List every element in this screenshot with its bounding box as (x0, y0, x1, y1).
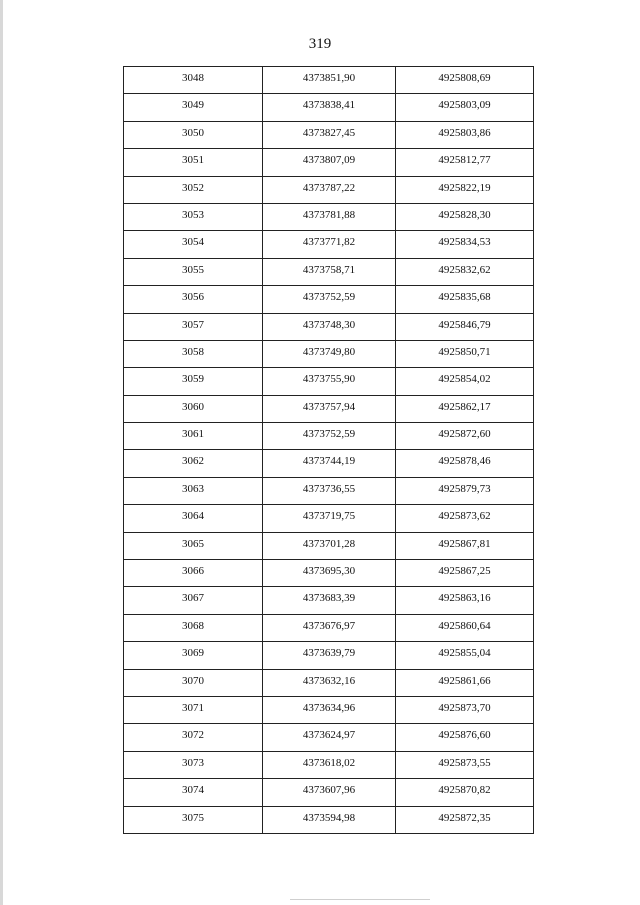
point-number-cell (124, 779, 263, 806)
cell-text: 3067 (182, 592, 204, 605)
x-coordinate-cell (263, 176, 396, 203)
cell-text: 3048 (182, 72, 204, 84)
table-row (124, 532, 534, 559)
cell-text: 4925860,64 (438, 619, 491, 632)
cell-text: 4373752,59 (302, 291, 356, 304)
cell-text: 4373639,79 (302, 647, 356, 660)
cell-text: 3065 (182, 537, 204, 550)
point-number-cell (124, 149, 263, 176)
cell-text: 4925835,68 (438, 291, 491, 304)
cell-text: 3055 (182, 263, 204, 276)
x-coordinate-cell (263, 642, 396, 669)
point-number-cell (124, 614, 263, 641)
y-coordinate-cell (396, 149, 534, 176)
table-row (124, 669, 534, 696)
cell-text: 4373618,02 (302, 756, 356, 769)
cell-text: 4373781,88 (302, 208, 356, 221)
cell-text: 4373695,30 (302, 565, 356, 578)
x-coordinate-cell (263, 450, 396, 477)
cell-text: 4925803,86 (438, 126, 491, 139)
x-coordinate-cell (263, 505, 396, 532)
cell-text: 4925828,30 (438, 208, 491, 221)
table-row (124, 696, 534, 723)
point-number-cell (124, 532, 263, 559)
cell-text: 3064 (182, 510, 204, 523)
cell-text: 3074 (182, 784, 204, 797)
cell-text: 4925834,53 (438, 236, 491, 249)
cell-text: 3073 (182, 756, 204, 769)
y-coordinate-cell (396, 313, 534, 340)
cell-text: 4925873,62 (438, 510, 491, 523)
cell-text: 4373719,75 (302, 510, 356, 523)
point-number-cell (124, 313, 263, 340)
table-row (124, 94, 534, 121)
y-coordinate-cell (396, 779, 534, 806)
cell-text: 4925873,70 (438, 701, 491, 714)
cell-text: 4925872,60 (438, 428, 491, 441)
cell-text: 4373752,59 (302, 428, 356, 441)
scan-edge-mark (290, 899, 430, 900)
cell-text: 4373683,39 (302, 592, 356, 605)
table-row (124, 560, 534, 587)
cell-text: 3062 (182, 455, 204, 468)
point-number-cell (124, 505, 263, 532)
x-coordinate-cell (263, 560, 396, 587)
cell-text: 3069 (182, 647, 204, 660)
cell-text: 3060 (182, 400, 204, 413)
y-coordinate-cell (396, 450, 534, 477)
cell-text: 3075 (182, 811, 204, 824)
point-number-cell (124, 203, 263, 230)
table-row (124, 121, 534, 148)
cell-text: 3058 (182, 345, 204, 358)
x-coordinate-cell (263, 121, 396, 148)
point-number-cell (124, 67, 263, 94)
point-number-cell (124, 751, 263, 778)
x-coordinate-cell (263, 286, 396, 313)
y-coordinate-cell (396, 477, 534, 504)
point-number-cell (124, 587, 263, 614)
cell-text: 4373838,41 (302, 99, 356, 112)
x-coordinate-cell (263, 203, 396, 230)
page-edge (0, 0, 3, 905)
cell-text: 3066 (182, 565, 204, 578)
x-coordinate-cell (263, 806, 396, 833)
cell-text: 4373676,97 (302, 619, 356, 632)
cell-text: 4925822,19 (438, 181, 491, 194)
cell-text: 3057 (182, 318, 204, 331)
cell-text: 4925846,79 (438, 318, 491, 331)
table-row (124, 614, 534, 641)
point-number-cell (124, 642, 263, 669)
cell-text: 3071 (182, 701, 204, 714)
x-coordinate-cell (263, 669, 396, 696)
point-number-cell (124, 94, 263, 121)
y-coordinate-cell (396, 203, 534, 230)
point-number-cell (124, 423, 263, 450)
cell-text: 4373851,90 (302, 72, 356, 84)
point-number-cell (124, 258, 263, 285)
cell-text: 4925855,04 (438, 647, 491, 660)
point-number-cell (124, 669, 263, 696)
x-coordinate-cell (263, 587, 396, 614)
y-coordinate-cell (396, 258, 534, 285)
point-number-cell (124, 368, 263, 395)
cell-text: 4373787,22 (302, 181, 356, 194)
cell-text: 4925867,81 (438, 537, 491, 550)
table-row (124, 724, 534, 751)
y-coordinate-cell (396, 368, 534, 395)
y-coordinate-cell (396, 751, 534, 778)
point-number-cell (124, 560, 263, 587)
x-coordinate-cell (263, 614, 396, 641)
y-coordinate-cell (396, 286, 534, 313)
cell-text: 4925862,17 (438, 400, 491, 413)
x-coordinate-cell (263, 779, 396, 806)
cell-text: 4373748,30 (302, 318, 356, 331)
cell-text: 4373749,80 (302, 345, 356, 358)
point-number-cell (124, 231, 263, 258)
y-coordinate-cell (396, 395, 534, 422)
table-row (124, 642, 534, 669)
table-row (124, 806, 534, 833)
x-coordinate-cell (263, 751, 396, 778)
cell-text: 4925812,77 (438, 154, 491, 167)
cell-text: 4373701,28 (302, 537, 356, 550)
x-coordinate-cell (263, 340, 396, 367)
cell-text: 3072 (182, 729, 204, 742)
table-row (124, 176, 534, 203)
cell-text: 3054 (182, 236, 204, 249)
cell-text: 4373736,55 (302, 482, 356, 495)
cell-text: 4925872,35 (438, 811, 491, 824)
x-coordinate-cell (263, 724, 396, 751)
cell-text: 4925854,02 (438, 373, 491, 386)
cell-text: 4373632,16 (302, 674, 356, 687)
cell-text: 3061 (182, 428, 204, 441)
cell-text: 4373758,71 (302, 263, 356, 276)
y-coordinate-cell (396, 642, 534, 669)
y-coordinate-cell (396, 669, 534, 696)
x-coordinate-cell (263, 368, 396, 395)
cell-text: 3050 (182, 126, 204, 139)
point-number-cell (124, 176, 263, 203)
cell-text: 3070 (182, 674, 204, 687)
point-number-cell (124, 696, 263, 723)
x-coordinate-cell (263, 231, 396, 258)
x-coordinate-cell (263, 258, 396, 285)
table-row (124, 477, 534, 504)
y-coordinate-cell (396, 614, 534, 641)
cell-text: 4373807,09 (302, 154, 356, 167)
table-row (124, 286, 534, 313)
x-coordinate-cell (263, 313, 396, 340)
y-coordinate-cell (396, 67, 534, 94)
x-coordinate-cell (263, 149, 396, 176)
point-number-cell (124, 806, 263, 833)
y-coordinate-cell (396, 231, 534, 258)
y-coordinate-cell (396, 724, 534, 751)
table-row (124, 203, 534, 230)
cell-text: 4925850,71 (438, 345, 491, 358)
cell-text: 4373755,90 (302, 373, 356, 386)
cell-text: 4925832,62 (438, 263, 491, 276)
y-coordinate-cell (396, 560, 534, 587)
x-coordinate-cell (263, 696, 396, 723)
x-coordinate-cell (263, 423, 396, 450)
y-coordinate-cell (396, 121, 534, 148)
point-number-cell (124, 395, 263, 422)
table-row (124, 423, 534, 450)
cell-text: 4373594,98 (302, 811, 356, 824)
cell-text: 4925879,73 (438, 482, 491, 495)
y-coordinate-cell (396, 587, 534, 614)
cell-text: 3053 (182, 208, 204, 221)
cell-text: 4925803,09 (438, 99, 491, 112)
cell-text: 4925863,16 (438, 592, 491, 605)
y-coordinate-cell (396, 340, 534, 367)
point-number-cell (124, 286, 263, 313)
y-coordinate-cell (396, 532, 534, 559)
table-row (124, 779, 534, 806)
x-coordinate-cell (263, 94, 396, 121)
cell-text: 3052 (182, 181, 204, 194)
point-number-cell (124, 477, 263, 504)
coordinates-table-body (124, 67, 534, 834)
table-row (124, 313, 534, 340)
cell-text: 4925878,46 (438, 455, 491, 468)
table-row (124, 587, 534, 614)
table-row (124, 258, 534, 285)
cell-text: 4373607,96 (302, 784, 356, 797)
cell-text: 3056 (182, 291, 204, 304)
cell-text: 4925867,25 (438, 565, 491, 578)
cell-text: 3068 (182, 619, 204, 632)
x-coordinate-cell (263, 477, 396, 504)
y-coordinate-cell (396, 94, 534, 121)
point-number-cell (124, 450, 263, 477)
table-row (124, 395, 534, 422)
x-coordinate-cell (263, 67, 396, 94)
y-coordinate-cell (396, 696, 534, 723)
table-row (124, 505, 534, 532)
cell-text: 4373744,19 (302, 455, 356, 468)
y-coordinate-cell (396, 176, 534, 203)
y-coordinate-cell (396, 806, 534, 833)
table-row (124, 67, 534, 94)
cell-text: 4373624,97 (302, 729, 356, 742)
cell-text: 4373634,96 (302, 701, 356, 714)
table-row (124, 231, 534, 258)
cell-text: 3063 (182, 482, 204, 495)
page-number: 319 (308, 36, 332, 52)
cell-text: 4373827,45 (302, 126, 356, 139)
cell-text: 4373757,94 (302, 400, 356, 413)
cell-text: 3059 (182, 373, 204, 386)
x-coordinate-cell (263, 395, 396, 422)
cell-text: 4925808,69 (438, 72, 491, 84)
point-number-cell (124, 121, 263, 148)
table-row (124, 340, 534, 367)
x-coordinate-cell (263, 532, 396, 559)
point-number-cell (124, 724, 263, 751)
cell-text: 4373771,82 (302, 236, 356, 249)
table-row (124, 751, 534, 778)
cell-text: 3051 (182, 154, 204, 167)
cell-text: 4925870,82 (438, 784, 491, 797)
cell-text: 4925873,55 (438, 756, 491, 769)
y-coordinate-cell (396, 423, 534, 450)
cell-text: 3049 (182, 99, 204, 112)
coordinates-table (123, 66, 534, 834)
cell-text: 4925861,66 (438, 674, 491, 687)
point-number-cell (124, 340, 263, 367)
table-row (124, 368, 534, 395)
cell-text: 4925876,60 (438, 729, 491, 742)
y-coordinate-cell (396, 505, 534, 532)
table-row (124, 450, 534, 477)
table-row (124, 149, 534, 176)
